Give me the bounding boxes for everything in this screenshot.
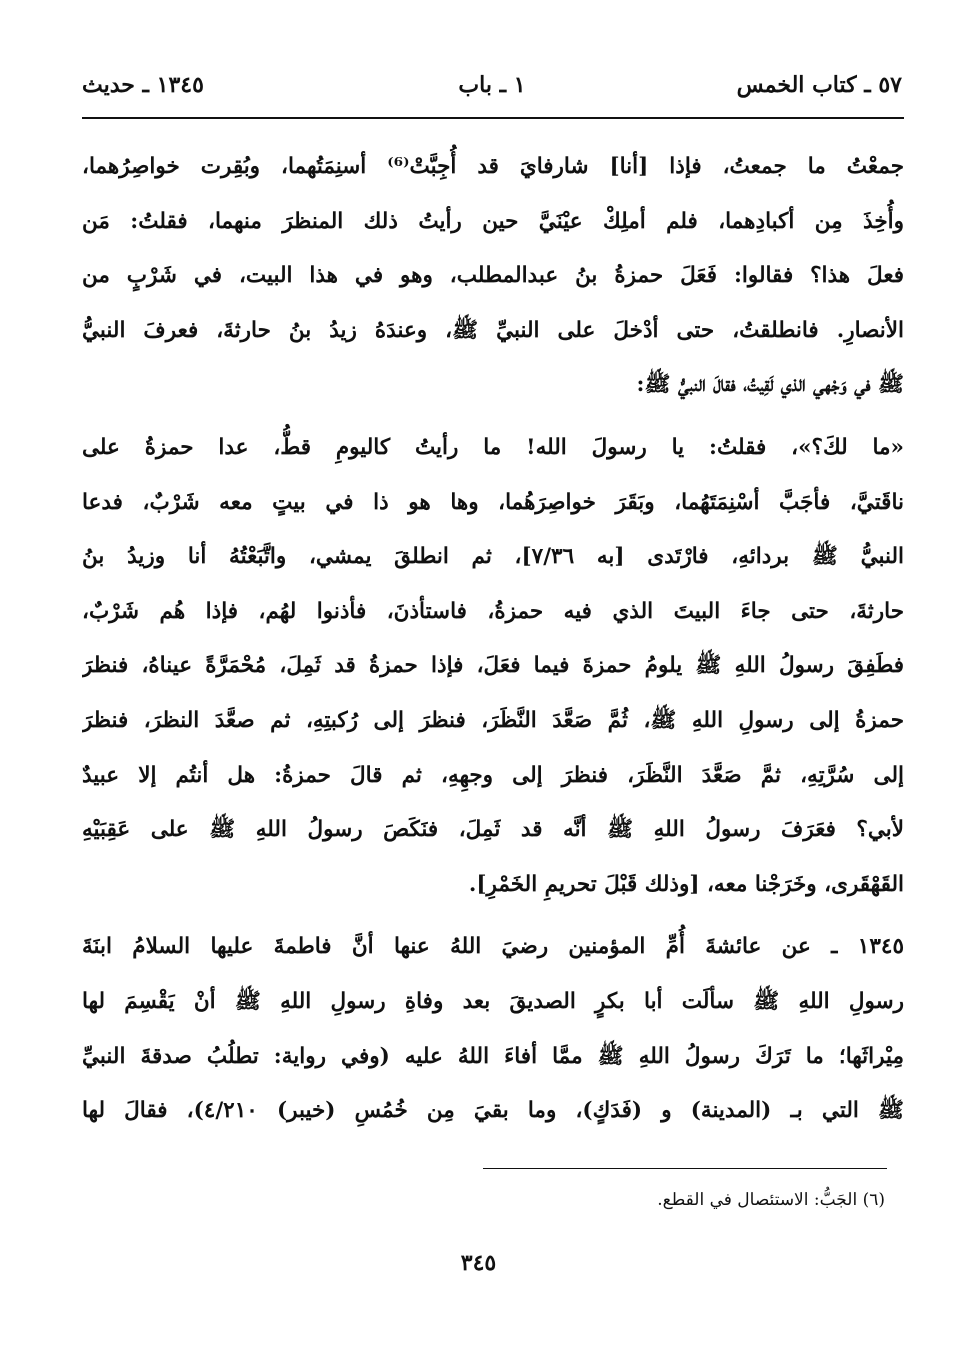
text-line: ناقَتيَّ، فأجَبَّ أسْنِمَتَهُما، وبَقَرَ خواصِرَهُما، وها هو ذا في بيتٍ معه شَرْبٌ، فدعا	[82, 489, 904, 515]
footnote: (٦) الجَبُّ: الاستئصال في القطع.	[657, 1190, 885, 1210]
text-line: فعلَ هذا؟ فقالوا: فَعَلَ حمزةُ بنُ عبدالمطلب، وهو في هذا البيت، في شَرْبٍ من	[82, 263, 904, 289]
text-line: حمزةُ إلى رسولِ اللهِ ﷺ، ثُمَّ صَعَّدَ النَّظَرَ، فنظرَ إلى رُكبتِهِ، ثم صعَّدَ النظرَ، فنظرَ	[82, 707, 904, 733]
header-hadith-number: ١٣٤٥ ـ حديث	[82, 72, 204, 98]
text-line: وأُخِذَ مِن أكبادِهما، فلم أملِكْ عيْنَيَّ حين رأيتُ ذلك المنظرَ منهما، فقلتُ: مَن	[82, 208, 904, 234]
page-number: ٣٤٥	[460, 1250, 497, 1276]
text-line: رسولِ اللهِ ﷺ سألَت أبا بكرٍ الصديقَ بعد وفاةِ رسولِ اللهِ ﷺ أنْ يَقْسِمَ لها	[82, 988, 904, 1014]
text-line: ﷺ التي بـ (المدينة) و (فَدَكٍ)، وما بقيَ مِن خُمُسِ (خيبر) ٤/٢١٠)، فقالَ لها	[82, 1098, 904, 1124]
text-line: فطَفِقَ رسولُ اللهِ ﷺ يلومُ حمزةَ فيما فعَلَ، فإذا حمزةُ قد ثَمِلَ، مُحْمَرَّةً عيناهُ، فنظرَ	[82, 653, 904, 679]
text-line: مِيْراثَها؛ ما تَرَكَ رسولُ اللهِ ﷺ ممَّا أفاءَ اللهُ عليه (وفي رواية: تطلُبُ صدقةَ النبيِّ	[82, 1043, 904, 1069]
text-line: النبيُّ ﷺ بردائهِ، فارْتَدى [به ٧/٣٦]، ثم انطلقَ يمشي، واتَّبَعْتُهُ أنا وزيدُ بنُ	[82, 544, 904, 570]
footnote-divider	[483, 1168, 887, 1169]
header-section: ١ ـ باب	[458, 72, 526, 98]
text-line: ﷺ في وَجْهي الذي لَقِيتُ، فقالَ النبيُّ ﷺ:	[636, 372, 904, 398]
header-divider	[82, 117, 904, 119]
text-line: حارثةَ، حتى جاءَ البيتَ الذي فيه حمزةُ، فاستأذنَ، فأذنوا لهُم، فإذا هُم شَرْبٌ،	[82, 598, 904, 624]
text-line: إلى سُرَّتِهِ، ثمَّ صَعَّدَ النَّظَرَ، فنظرَ إلى وجهِهِ، ثم قالَ حمزةُ: هل أنتُم إلا عبيدٌ	[82, 762, 904, 788]
hadith-opening-line: ١٣٤٥ ـ عن عائشةَ أُمِّ المؤمنين رضيَ اللهُ عنها أنَّ فاطمةَ عليها السلامُ ابنَةَ	[82, 934, 904, 960]
text-line: «ما لكَ؟»، فقلتُ: يا رسولَ الله! ما رأيتُ كاليومِ قطُّ، عدا حمزةُ على	[82, 434, 904, 460]
text-line: لأبي؟ فعَرَفَ رسولُ اللهِ ﷺ أنَّه قد ثَمِلَ، فنَكَصَ رسولُ اللهِ ﷺ على عَقِبَيْهِ	[82, 817, 904, 843]
header-chapter: ٥٧ ـ كتاب الخمس	[736, 72, 902, 98]
text-line: جمعْتُ ما جمعتُ، فإذا [أنا] شارفايَ قد أُجِبَّتْ⁽⁶⁾ أسنِمَتُهما، وبُقِرت خواصِرُهما،	[82, 154, 904, 179]
running-header	[82, 66, 902, 106]
text-line: القَهْقَرى، وخَرَجْنا معه، [وذلك قَبْلَ تحريمِ الخَمْرِ].	[468, 871, 904, 897]
main-text	[82, 140, 904, 1139]
text-line: الأنصارِ. فانطلقتُ، حتى أدْخلَ على النبيِّ ﷺ، وعندَهُ زيدُ بنُ حارثةَ، فعرفَ النبيُّ	[82, 317, 904, 343]
